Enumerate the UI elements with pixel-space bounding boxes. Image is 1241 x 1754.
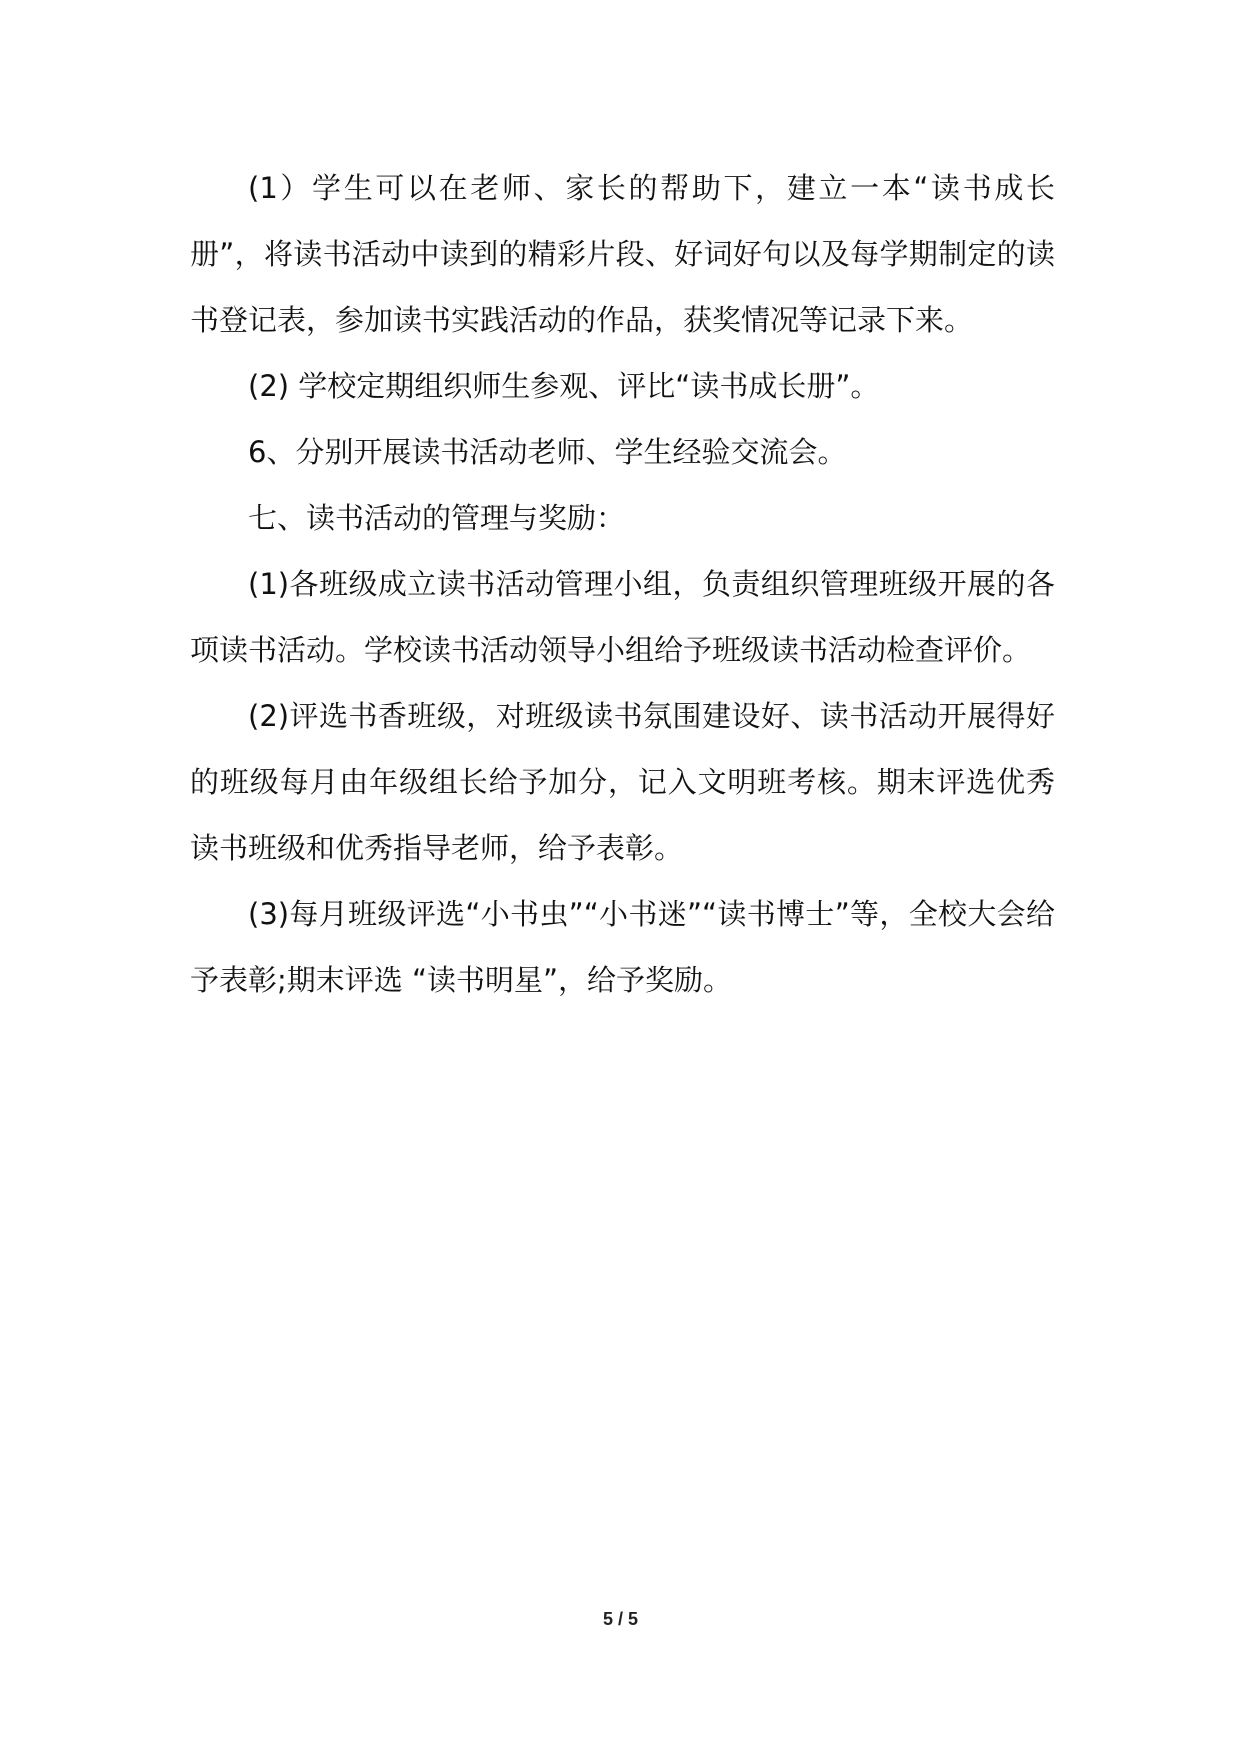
page-number: 5 / 5 xyxy=(602,1609,639,1629)
paragraph-school-review: (2) 学校定期组织师生参观、评比“读书成长册”。 xyxy=(248,369,880,403)
paragraph-class-management-group: (1)各班级成立读书活动管理小组，负责组织管理班级开展的各项读书活动。学校读书活动领导小组给予班级读书活动检查评价。 xyxy=(190,567,1055,667)
paragraph-experience-exchange: 6、分别开展读书活动老师、学生经验交流会。 xyxy=(248,435,847,469)
paragraph-reading-growth-book: (1）学生可以在老师、家长的帮助下，建立一本“读书成长册”，将读书活动中读到的精彩片段、好词好句以及每学期制定的读书登记表，参加读书实践活动的作品，获奖情况等记录下来。 xyxy=(190,171,1055,337)
paragraph-scholarly-class-selection: (2)评选书香班级，对班级读书氛围建设好、读书活动开展得好的班级每月由年级组长给予加分，记入文明班考核。期末评选优秀读书班级和优秀指导老师，给予表彰。 xyxy=(190,699,1055,865)
section-heading-management-rewards: 七、读书活动的管理与奖励： xyxy=(248,501,626,535)
paragraph-monthly-awards: (3)每月班级评选“小书虫”“小书迷”“读书博士”等，全校大会给予表彰;期末评选 “读书明星”，给予奖励。 xyxy=(190,897,1055,997)
document-body xyxy=(190,155,1055,1013)
